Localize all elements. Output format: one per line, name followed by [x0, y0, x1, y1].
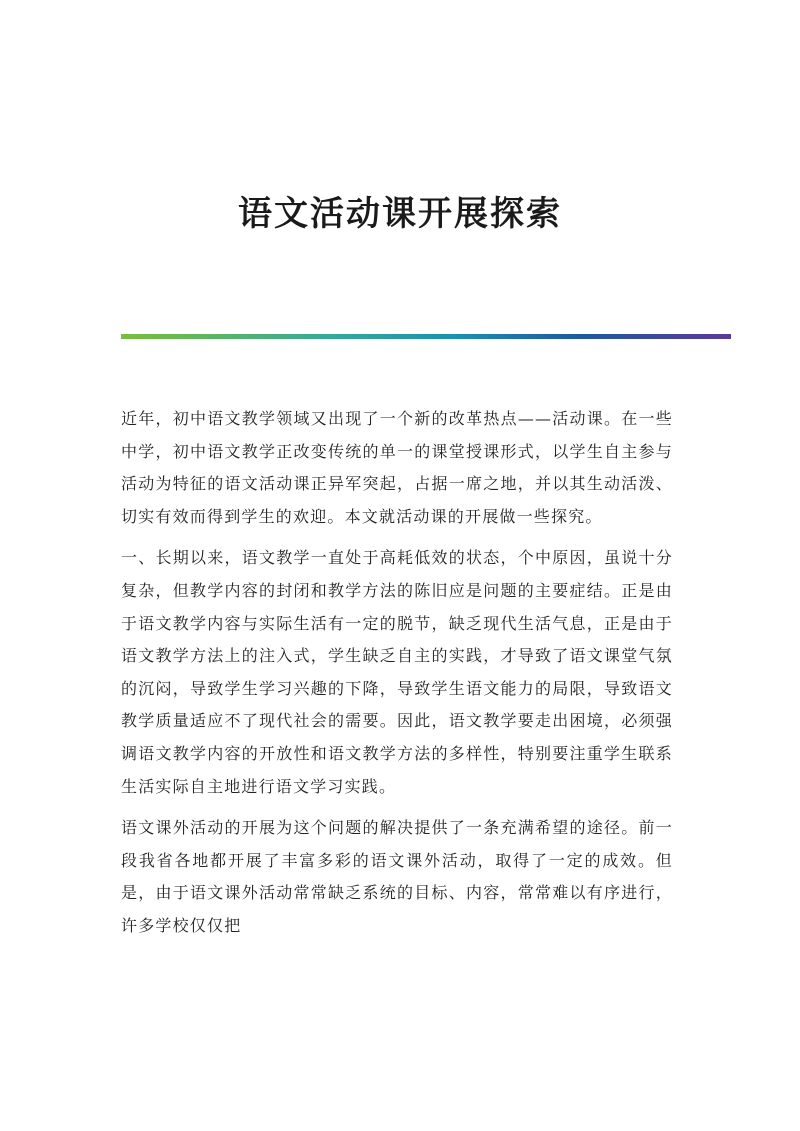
page-title: 语文活动课开展探索	[238, 194, 562, 234]
paragraph-2: 一、长期以来，语文教学一直处于高耗低效的状态，个中原因，虽说十分复杂，但教学内容的封闭和教学方法的陈旧应是问题的主要症结。正是由于语文教学内容与实际生活有一定的脱节，缺乏现代生活气息，正是由于语文教学方法上的注入式，学生缺乏自主的实践，才导致了语文课堂气氛的沉闷，导致学生学习兴趣的下降，导致学生语文能力的局限，导致语文教学质量适应不了现代社会的需要。因此，语文教学要走出困境，必须强调语文教学内容的开放性和语文教学方法的多样性，特别要注重学生联系生活实际自主地进行语文学习实践。	[121, 548, 673, 796]
paragraph-1: 近年，初中语文教学领域又出现了一个新的改革热点——活动课。在一些中学，初中语文教学正改变传统的单一的课堂授课形式，以学生自主参与活动为特征的语文活动课正异军突起，占据一席之地，并以其生动活泼、切实有效而得到学生的欢迎。本文就活动课的开展做一些探究。	[121, 409, 673, 526]
paragraph-3: 语文课外活动的开展为这个问题的解决提供了一条充满希望的途径。前一段我省各地都开展了丰富多彩的语文课外活动，取得了一定的成效。但是，由于语文课外活动常常缺乏系统的目标、内容，常常难以有序进行，许多学校仅仅把	[121, 818, 673, 935]
title-divider	[121, 334, 731, 339]
article-body	[121, 403, 673, 952]
